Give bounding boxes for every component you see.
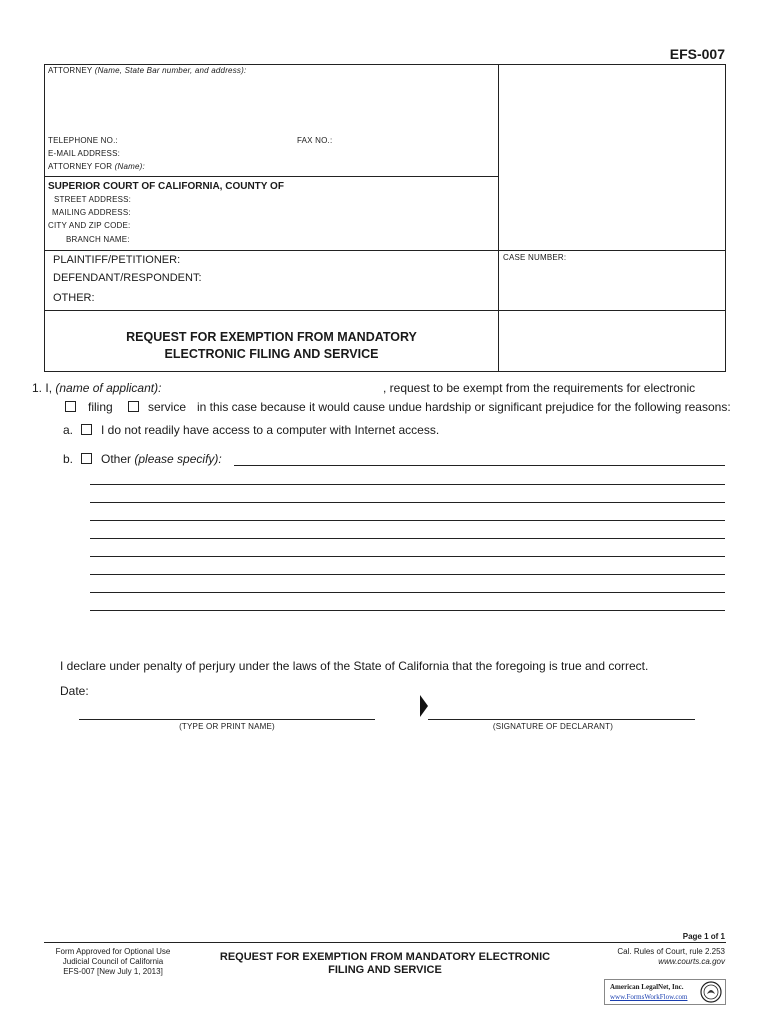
case-number-label: CASE NUMBER:: [503, 253, 567, 262]
plaintiff-label: PLAINTIFF/PETITIONER:: [53, 254, 181, 266]
reason-line-1[interactable]: [234, 465, 725, 466]
attorney-sublabel: (Name, State Bar number, and address):: [94, 66, 247, 75]
signature-line[interactable]: [428, 719, 695, 720]
branch-field[interactable]: [130, 232, 490, 246]
approval-line3: EFS-007 [New July 1, 2013]: [63, 967, 163, 976]
defendant-label: DEFENDANT/RESPONDENT:: [53, 272, 202, 284]
street-label: STREET ADDRESS:: [54, 195, 132, 204]
case-number-field[interactable]: [503, 266, 721, 306]
item1-intro: [32, 381, 161, 395]
case-number-extra-box: [498, 310, 726, 372]
attorney-label: [48, 66, 246, 75]
email-label: E-MAIL ADDRESS:: [48, 149, 121, 158]
rule-reference: Cal. Rules of Court, rule 2.253: [617, 947, 725, 956]
email-field[interactable]: [116, 146, 491, 159]
reason-line-3[interactable]: [90, 502, 725, 503]
request-text: , request to be exempt from the requirements for electronic: [383, 381, 696, 395]
fax-label: FAX NO.:: [297, 136, 333, 145]
attorney-court-divider: [44, 176, 499, 177]
option-b-other: Other: [101, 452, 132, 466]
option-a-text: I do not readily have access to a computer with Internet access.: [101, 423, 440, 437]
other-label: OTHER:: [53, 292, 95, 304]
attorney-name-field[interactable]: [48, 78, 488, 132]
publisher-name: American LegalNet, Inc.: [610, 983, 684, 991]
applicant-name-field[interactable]: [178, 379, 378, 395]
filing-checkbox[interactable]: [65, 401, 76, 412]
name-line[interactable]: [79, 719, 375, 720]
approval-block: [44, 947, 182, 977]
form-title: [44, 329, 499, 363]
item1-i-label: I,: [45, 381, 53, 395]
option-b-checkbox[interactable]: [81, 453, 92, 464]
attorney-for-label-text: ATTORNEY FOR: [48, 162, 113, 171]
option-b-text: [101, 452, 222, 466]
reason-text: in this case because it would cause undue hardship or significant prejudice for the following reasons:: [197, 400, 731, 414]
publisher-url[interactable]: www.FormsWorkFlow.com: [610, 993, 688, 1001]
date-label: Date:: [60, 684, 89, 698]
form-title-line2: ELECTRONIC FILING AND SERVICE: [164, 347, 379, 361]
filing-label: filing: [88, 400, 113, 414]
attorney-for-label: [48, 162, 145, 171]
signature-arrow-icon: [418, 694, 430, 718]
plaintiff-field[interactable]: [190, 252, 490, 268]
rule-block: [617, 947, 725, 967]
street-field[interactable]: [130, 192, 490, 205]
county-field[interactable]: [290, 179, 490, 192]
date-field[interactable]: [95, 681, 295, 697]
courts-website: www.courts.ca.gov: [658, 957, 725, 966]
option-a-label: a.: [63, 423, 74, 437]
option-a-checkbox[interactable]: [81, 424, 92, 435]
telephone-field[interactable]: [112, 133, 287, 146]
service-label: service: [148, 400, 187, 414]
declaration-text: I declare under penalty of perjury under the laws of the State of California that the foregoing is true and correct.: [60, 659, 649, 673]
telephone-label: TELEPHONE NO.:: [48, 136, 118, 145]
city-field[interactable]: [130, 218, 490, 231]
reason-line-9[interactable]: [90, 610, 725, 611]
form-id: EFS-007: [669, 46, 725, 62]
footer-title-line1: REQUEST FOR EXEMPTION FROM MANDATORY ELECTRONIC: [219, 951, 551, 963]
footer-divider: [44, 942, 726, 943]
service-checkbox[interactable]: [128, 401, 139, 412]
publisher-seal-icon: [700, 981, 722, 1003]
mailing-field[interactable]: [130, 205, 490, 218]
form-title-line1: REQUEST FOR EXEMPTION FROM MANDATORY: [126, 330, 417, 344]
option-b-specify: (please specify):: [134, 452, 222, 466]
page-number: Page 1 of 1: [682, 932, 725, 941]
attorney-for-sublabel: (Name):: [114, 162, 145, 171]
reason-line-6[interactable]: [90, 556, 725, 557]
reason-line-7[interactable]: [90, 574, 725, 575]
reason-line-8[interactable]: [90, 592, 725, 593]
attorney-for-field[interactable]: [140, 159, 490, 173]
option-b-label: b.: [63, 452, 74, 466]
reason-line-2[interactable]: [90, 484, 725, 485]
name-caption: (TYPE OR PRINT NAME): [179, 722, 275, 731]
reason-line-4[interactable]: [90, 520, 725, 521]
attorney-label-text: ATTORNEY: [48, 66, 93, 75]
applicant-label: (name of applicant):: [55, 381, 162, 395]
fax-field[interactable]: [334, 133, 494, 146]
other-field[interactable]: [100, 290, 490, 306]
item1-number: 1.: [32, 381, 43, 395]
city-label: CITY AND ZIP CODE:: [48, 221, 131, 230]
approval-line1: Form Approved for Optional Use: [55, 947, 171, 956]
signature-caption: (SIGNATURE OF DECLARANT): [492, 722, 614, 731]
defendant-field[interactable]: [196, 270, 491, 286]
mailing-label: MAILING ADDRESS:: [52, 208, 131, 217]
reason-line-5[interactable]: [90, 538, 725, 539]
court-label: SUPERIOR COURT OF CALIFORNIA, COUNTY OF: [48, 181, 284, 192]
footer-title: [200, 951, 570, 977]
branch-label: BRANCH NAME:: [66, 235, 130, 244]
publisher-badge: [604, 979, 726, 1005]
approval-line2: Judicial Council of California: [62, 957, 164, 966]
footer-title-line2: FILING AND SERVICE: [328, 964, 442, 976]
court-use-box: [498, 64, 726, 251]
